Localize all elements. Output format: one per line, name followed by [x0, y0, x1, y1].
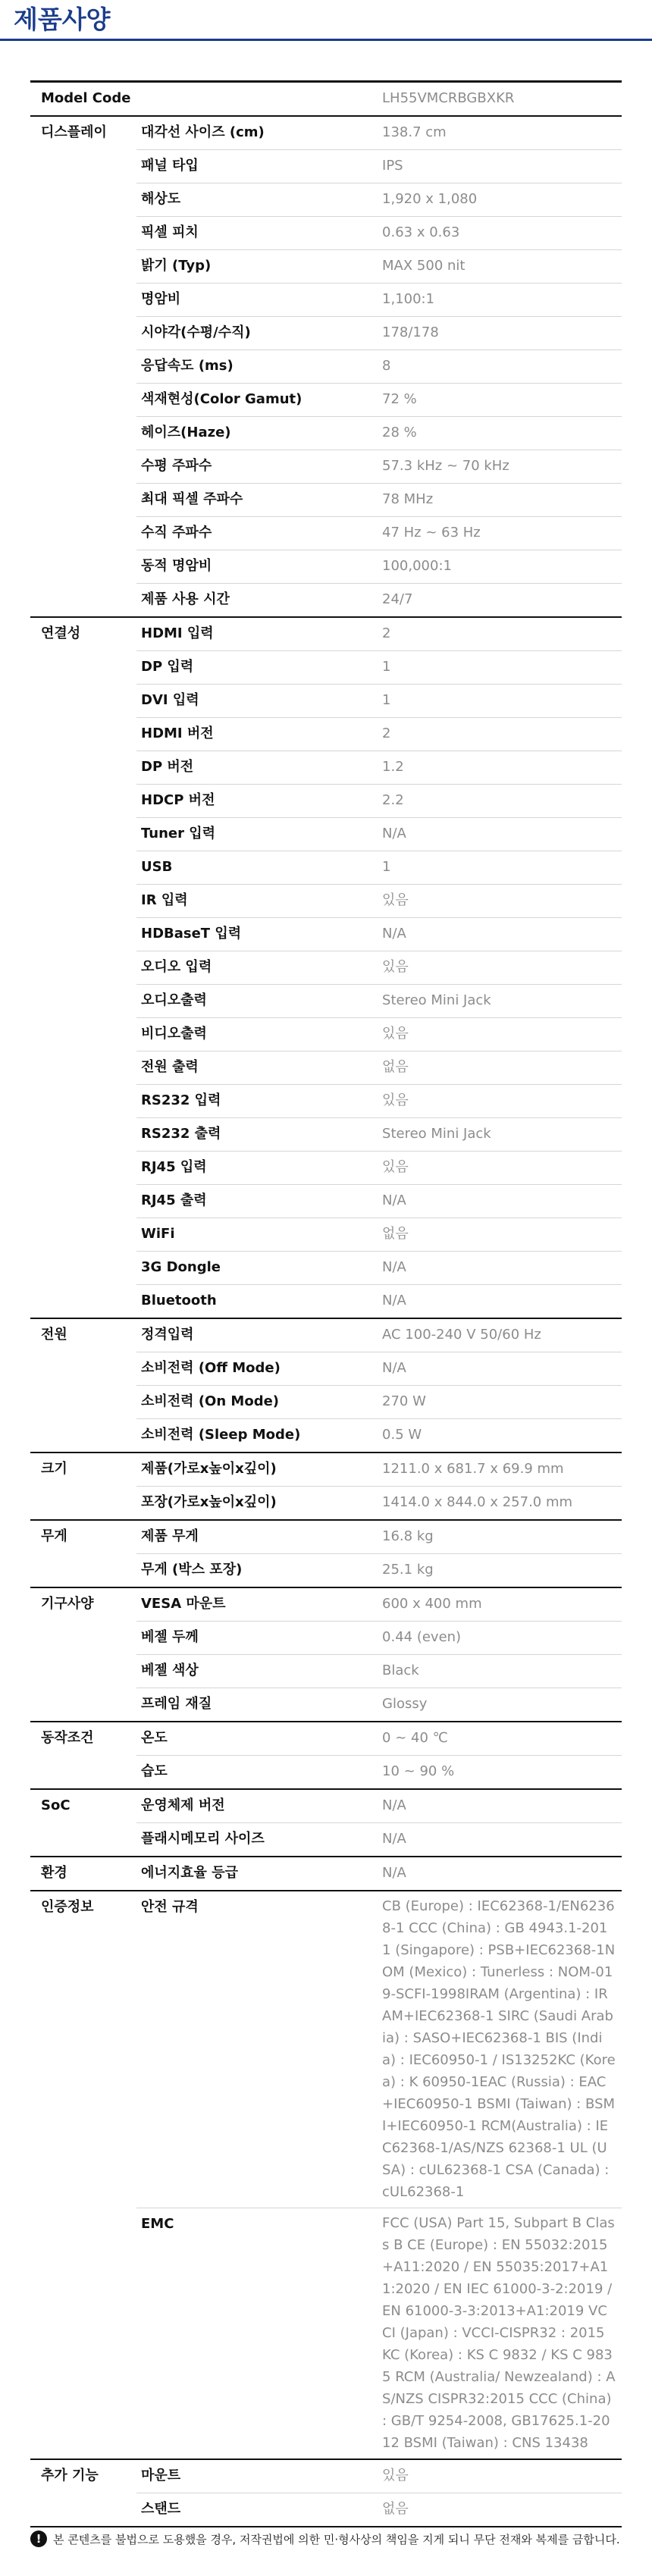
spec-value: Stereo Mini Jack	[378, 985, 622, 1018]
spec-value: 78 MHz	[378, 484, 622, 517]
spec-label: 밝기 (Typ)	[136, 250, 378, 284]
spec-label: 대각선 사이즈 (cm)	[136, 116, 378, 150]
spec-label: 에너지효율 등급	[136, 1857, 378, 1891]
spec-value: 있음	[378, 951, 622, 985]
spec-label: 제품 무게	[136, 1520, 378, 1554]
spec-value: 72 %	[378, 384, 622, 417]
spec-value: IPS	[378, 150, 622, 183]
spec-label: 헤이즈(Haze)	[136, 417, 378, 450]
spec-value: N/A	[378, 1352, 622, 1386]
spec-value: AC 100-240 V 50/60 Hz	[378, 1318, 622, 1352]
spec-value: 1	[378, 685, 622, 718]
spec-label: HDMI 버전	[136, 718, 378, 751]
notice-text: 본 콘텐츠를 불법으로 도용했을 경우, 저작권법에 의한 민·형사상의 책임을 지게 되니 무단 전재와 복제를 금합니다.	[53, 2532, 620, 2546]
spec-label: 정격입력	[136, 1318, 378, 1352]
spec-category: 디스플레이	[30, 116, 136, 617]
spec-label: 마운트	[136, 2459, 378, 2493]
spec-value: 10 ~ 90 %	[378, 1756, 622, 1790]
spec-category: 기구사양	[30, 1587, 136, 1722]
spec-label: 소비전력 (Off Mode)	[136, 1352, 378, 1386]
page-title: 제품사양	[14, 5, 111, 34]
spec-value: N/A	[378, 818, 622, 851]
spec-value: 600 x 400 mm	[378, 1587, 622, 1622]
spec-label: RS232 출력	[136, 1118, 378, 1152]
spec-category: 추가 기능	[30, 2459, 136, 2527]
spec-label: 프레임 재질	[136, 1688, 378, 1722]
spec-label: 패널 타입	[136, 150, 378, 183]
spec-label: 제품 사용 시간	[136, 584, 378, 618]
spec-category: 크기	[30, 1453, 136, 1520]
spec-label: 안전 규격	[136, 1891, 378, 2208]
spec-row	[30, 1587, 622, 1622]
spec-label: VESA 마운트	[136, 1587, 378, 1622]
spec-value: 1414.0 x 844.0 x 257.0 mm	[378, 1487, 622, 1521]
spec-label: 스탠드	[136, 2493, 378, 2527]
spec-label: DVI 입력	[136, 685, 378, 718]
model-code-value: LH55VMCRBGBXKR	[378, 82, 622, 117]
spec-value: MAX 500 nit	[378, 250, 622, 284]
spec-label: 소비전력 (Sleep Mode)	[136, 1419, 378, 1453]
spec-label: 베젤 색상	[136, 1655, 378, 1688]
spec-value: 1	[378, 851, 622, 885]
spec-row	[30, 2459, 622, 2493]
spec-value: 47 Hz ~ 63 Hz	[378, 517, 622, 550]
spec-category: 환경	[30, 1857, 136, 1891]
spec-label: 소비전력 (On Mode)	[136, 1386, 378, 1419]
spec-row	[30, 1520, 622, 1554]
spec-value: 1.2	[378, 751, 622, 785]
spec-label: RJ45 입력	[136, 1152, 378, 1185]
spec-value: 2	[378, 718, 622, 751]
spec-row	[30, 1318, 622, 1352]
spec-value: 1	[378, 651, 622, 685]
page-header	[0, 0, 652, 41]
spec-label: 동적 명암비	[136, 550, 378, 584]
spec-row	[30, 617, 622, 651]
spec-table	[30, 80, 622, 2527]
spec-value: 1,920 x 1,080	[378, 183, 622, 217]
spec-value: 100,000:1	[378, 550, 622, 584]
spec-label: 온도	[136, 1722, 378, 1756]
spec-row	[30, 1857, 622, 1891]
spec-label: 오디오출력	[136, 985, 378, 1018]
spec-value: N/A	[378, 1789, 622, 1823]
spec-label: IR 입력	[136, 885, 378, 918]
spec-label: WiFi	[136, 1218, 378, 1252]
spec-value: 178/178	[378, 317, 622, 350]
spec-label: 색재현성(Color Gamut)	[136, 384, 378, 417]
spec-label: 최대 픽셀 주파수	[136, 484, 378, 517]
spec-value: 16.8 kg	[378, 1520, 622, 1554]
spec-label: 습도	[136, 1756, 378, 1790]
spec-label: RS232 입력	[136, 1085, 378, 1118]
spec-value: 2	[378, 617, 622, 651]
spec-label: EMC	[136, 2208, 378, 2460]
model-code-label: Model Code	[30, 82, 378, 117]
spec-category: 연결성	[30, 617, 136, 1318]
spec-value: 0.5 W	[378, 1419, 622, 1453]
spec-label: 수직 주파수	[136, 517, 378, 550]
spec-label: 베젤 두께	[136, 1622, 378, 1655]
spec-value: N/A	[378, 918, 622, 951]
spec-category: 전원	[30, 1318, 136, 1453]
spec-value: Stereo Mini Jack	[378, 1118, 622, 1152]
spec-value: N/A	[378, 1185, 622, 1218]
spec-value: 138.7 cm	[378, 116, 622, 150]
spec-label: 운영체제 버전	[136, 1789, 378, 1823]
spec-label: HDCP 버전	[136, 785, 378, 818]
spec-value: 24/7	[378, 584, 622, 618]
spec-value: N/A	[378, 1857, 622, 1891]
spec-value: 1,100:1	[378, 284, 622, 317]
model-code-row	[30, 82, 622, 117]
spec-row	[30, 1453, 622, 1487]
spec-value: FCC (USA) Part 15, Subpart B Class B CE (Europe) : EN 55032:2015+A11:2020 / EN 55035:2017+A11:2020 / EN IEC 61000-3-2:2019 / EN 61000-3-3:2013+A1:2019 VCCI (Japan) : VCCI-CISPR32 : 2015 KC (Korea) : KS C 9832 / KS C 9835 RCM (Australia/ Newzealand) : AS/NZS CISPR32:2015 CCC (China) : GB/T 9254-2008, GB17625.1-2012 BSMI (Taiwan) : CNS 13438	[378, 2208, 622, 2460]
spec-row	[30, 1789, 622, 1823]
spec-value: N/A	[378, 1285, 622, 1319]
spec-label: HDBaseT 입력	[136, 918, 378, 951]
spec-label: 제품(가로x높이x깊이)	[136, 1453, 378, 1487]
spec-label: 명암비	[136, 284, 378, 317]
spec-label: 픽셀 피치	[136, 217, 378, 250]
spec-value: 28 %	[378, 417, 622, 450]
spec-value: 0.44 (even)	[378, 1622, 622, 1655]
spec-value: 없음	[378, 1051, 622, 1085]
spec-category: 무게	[30, 1520, 136, 1587]
spec-value: 있음	[378, 1085, 622, 1118]
spec-label: DP 입력	[136, 651, 378, 685]
spec-value: 있음	[378, 2459, 622, 2493]
spec-label: 응답속도 (ms)	[136, 350, 378, 384]
spec-value: Black	[378, 1655, 622, 1688]
spec-row	[30, 1891, 622, 2208]
spec-label: 수평 주파수	[136, 450, 378, 484]
spec-label: 무게 (박스 포장)	[136, 1554, 378, 1588]
spec-label: 시야각(수평/수직)	[136, 317, 378, 350]
spec-value: 270 W	[378, 1386, 622, 1419]
spec-value: 2.2	[378, 785, 622, 818]
spec-value: CB (Europe) : IEC62368-1/EN62368-1 CCC (China) : GB 4943.1-2011 (Singapore) : PSB+IEC62368-1NOM (Mexico) : Tunerless : NOM-019-SCFI-1998IRAM (Argentina) : IRAM+IEC62368-1 SIRC (Saudi Arabia) : SASO+IEC62368-1 BIS (India) : IEC60950-1 / IS13252KC (Korea) : K 60950-1EAC (Russia) : EAC+IEC60950-1 BSMI (Taiwan) : BSMI+IEC60950-1 RCM(Australia) : IEC62368-1/AS/NZS 62368-1 UL (USA) : cUL62368-1 CSA (Canada) : cUL62368-1	[378, 1891, 622, 2208]
spec-category: SoC	[30, 1789, 136, 1857]
spec-category: 동작조건	[30, 1722, 136, 1789]
copyright-notice	[30, 2531, 629, 2547]
spec-category: 인증정보	[30, 1891, 136, 2459]
spec-value: Glossy	[378, 1688, 622, 1722]
spec-label: RJ45 출력	[136, 1185, 378, 1218]
spec-label: DP 버전	[136, 751, 378, 785]
spec-value: 1211.0 x 681.7 x 69.9 mm	[378, 1453, 622, 1487]
spec-label: Tuner 입력	[136, 818, 378, 851]
spec-label: 오디오 입력	[136, 951, 378, 985]
spec-label: Bluetooth	[136, 1285, 378, 1319]
spec-label: 포장(가로x높이x깊이)	[136, 1487, 378, 1521]
spec-label: 플래시메모리 사이즈	[136, 1823, 378, 1857]
spec-label: USB	[136, 851, 378, 885]
spec-value: N/A	[378, 1823, 622, 1857]
spec-value: 8	[378, 350, 622, 384]
spec-value: 없음	[378, 2493, 622, 2527]
spec-value: 없음	[378, 1218, 622, 1252]
spec-label: 전원 출력	[136, 1051, 378, 1085]
spec-value: 25.1 kg	[378, 1554, 622, 1588]
spec-label: 해상도	[136, 183, 378, 217]
spec-value: 있음	[378, 885, 622, 918]
spec-label: 비디오출력	[136, 1018, 378, 1051]
spec-value: 있음	[378, 1018, 622, 1051]
spec-value: 있음	[378, 1152, 622, 1185]
spec-value: N/A	[378, 1252, 622, 1285]
spec-value: 57.3 kHz ~ 70 kHz	[378, 450, 622, 484]
spec-value: 0.63 x 0.63	[378, 217, 622, 250]
spec-label: 3G Dongle	[136, 1252, 378, 1285]
spec-value: 0 ~ 40 ℃	[378, 1722, 622, 1756]
exclamation-icon: !	[30, 2531, 47, 2547]
spec-row	[30, 116, 622, 150]
spec-row	[30, 1722, 622, 1756]
spec-label: HDMI 입력	[136, 617, 378, 651]
